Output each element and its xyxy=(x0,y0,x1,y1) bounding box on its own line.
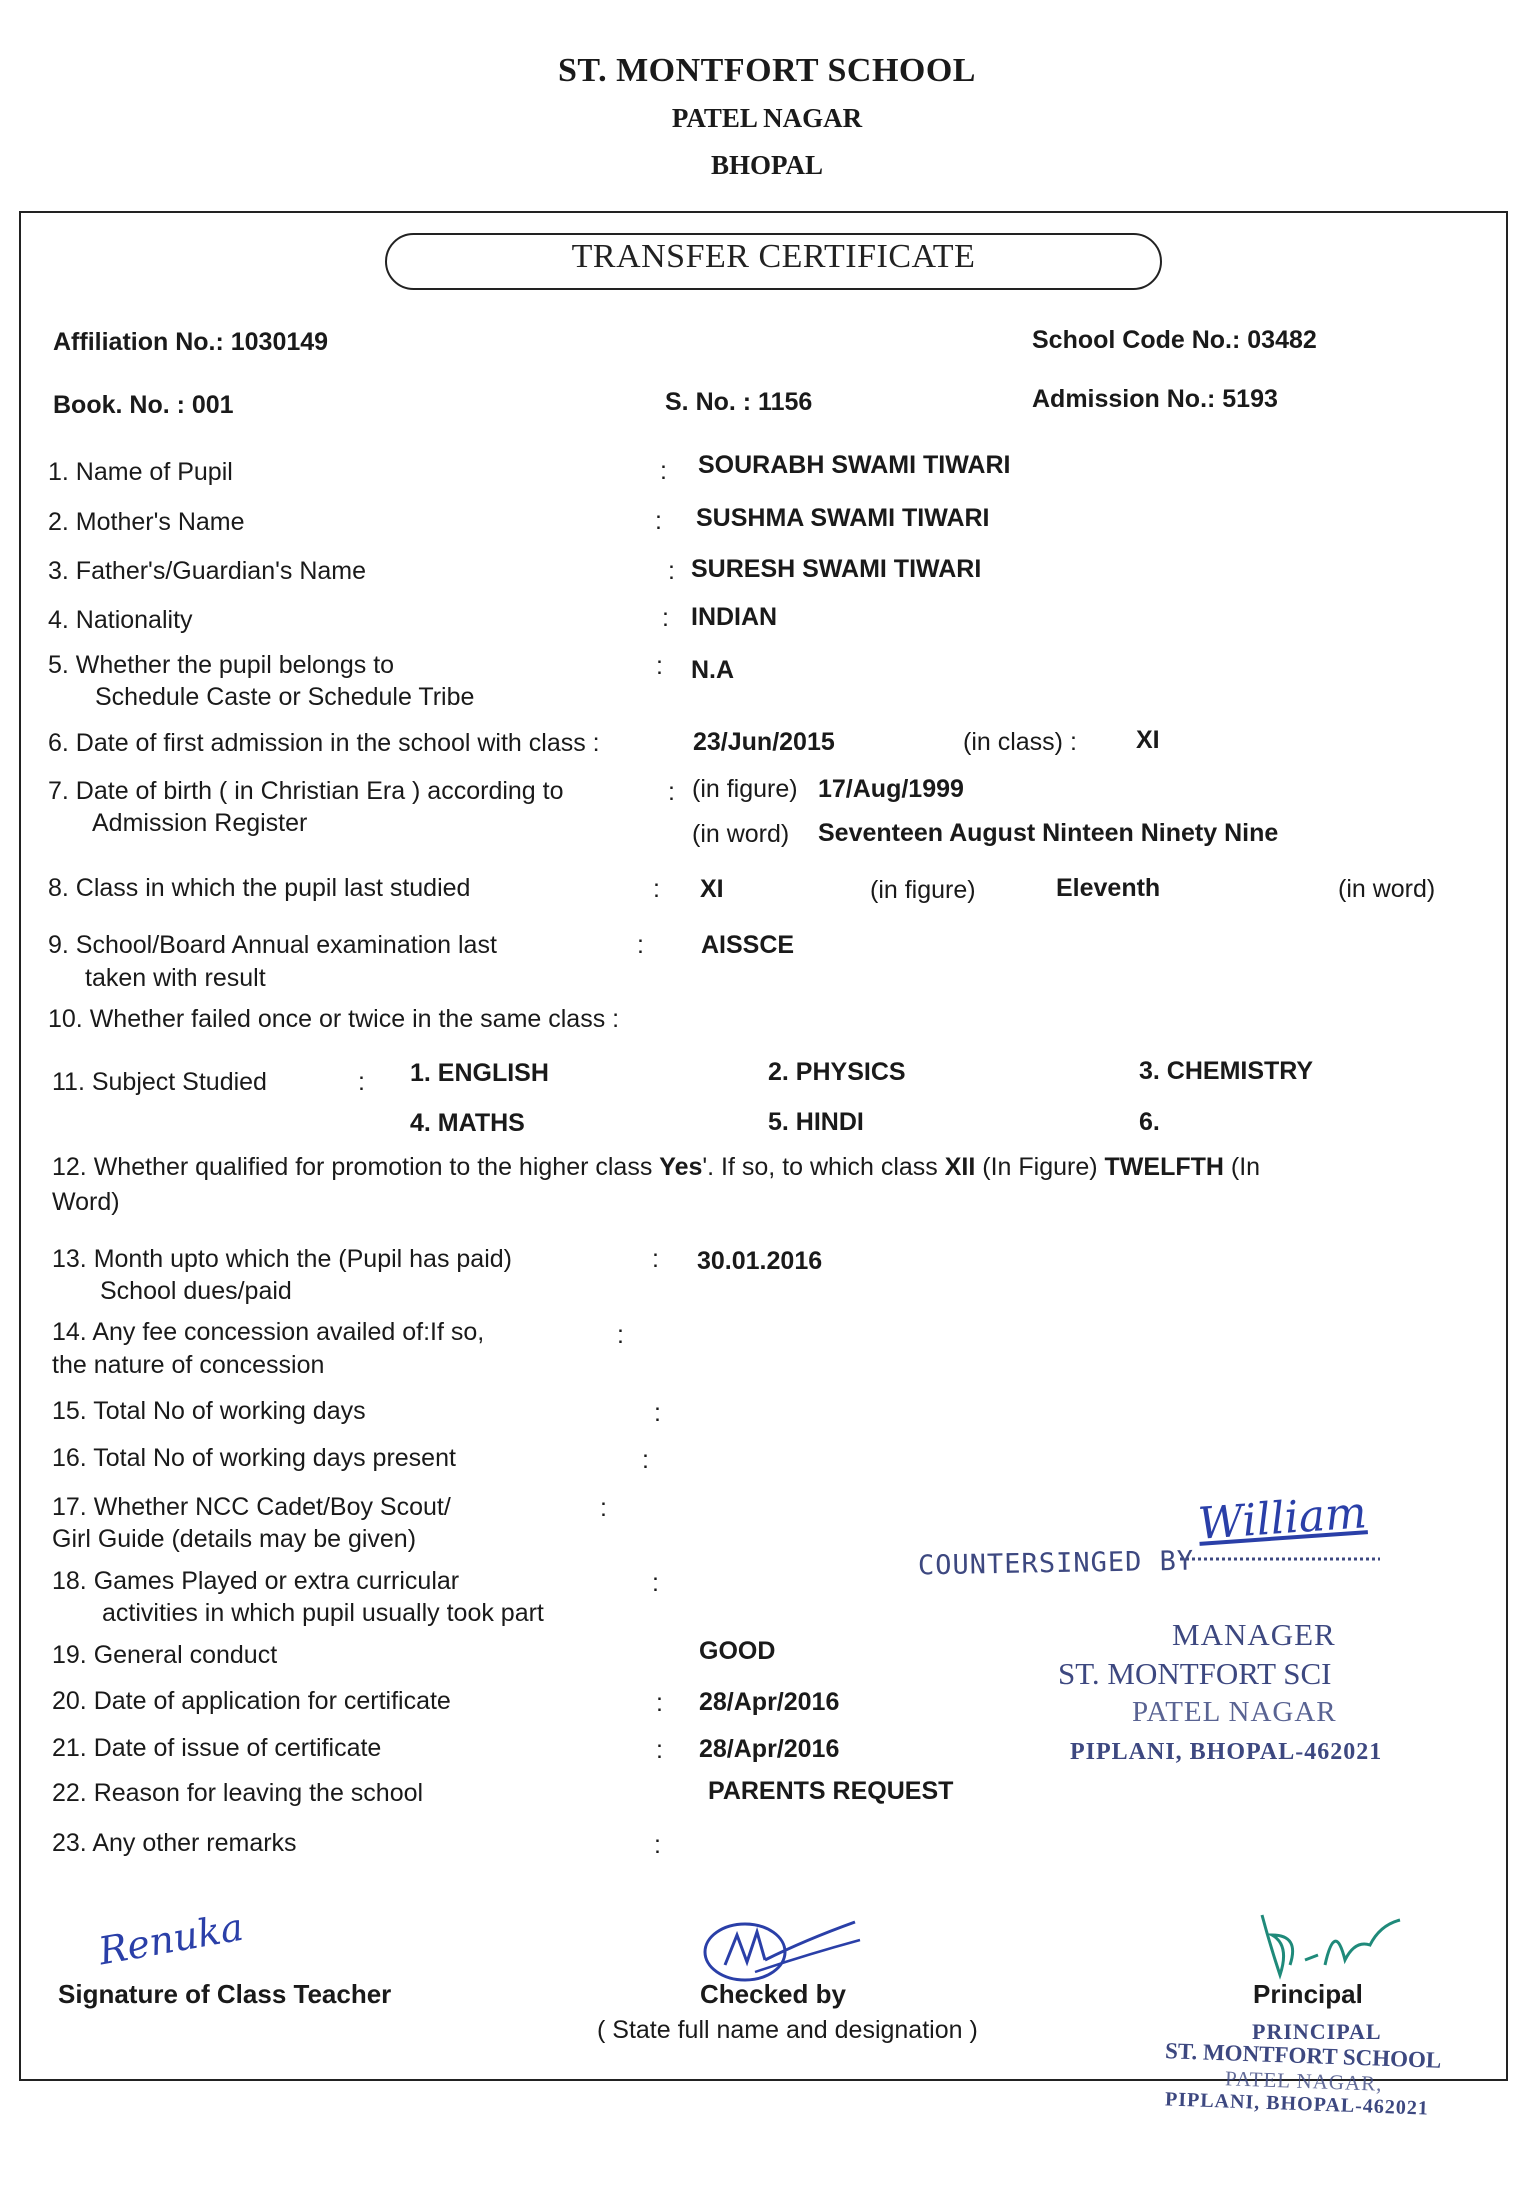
checked-by-note: ( State full name and designation ) xyxy=(597,2016,978,2044)
item-23-colon: : xyxy=(654,1831,661,1859)
principal-stamp-title: PRINCIPAL xyxy=(1252,2019,1382,2044)
item-18-label-cont: activities in which pupil usually took part xyxy=(102,1599,544,1627)
item-22-value: PARENTS REQUEST xyxy=(708,1777,954,1805)
school-city: BHOPAL xyxy=(710,150,823,180)
affiliation-no: Affiliation No.: 1030149 xyxy=(53,328,329,356)
item-17-label: 17. Whether NCC Cadet/Boy Scout/ xyxy=(52,1493,451,1521)
item-21-colon: : xyxy=(656,1736,663,1764)
subject-2: 2. PHYSICS xyxy=(768,1058,906,1086)
certificate-title: TRANSFER CERTIFICATE xyxy=(571,238,976,275)
item-21-value: 28/Apr/2016 xyxy=(699,1735,840,1763)
item-12-word: TWELFTH xyxy=(1104,1153,1224,1181)
item-2-colon: : xyxy=(655,507,662,535)
manager-signature: William xyxy=(1196,1487,1369,1550)
item-2-value: SUSHMA SWAMI TIWARI xyxy=(696,504,990,532)
item-9-colon: : xyxy=(637,931,644,959)
item-7-figure-label: (in figure) xyxy=(692,775,798,803)
manager-stamp-city: PATEL NAGAR xyxy=(1132,1696,1337,1728)
school-location: PATEL NAGAR xyxy=(671,103,863,133)
item-12-mid: '. If so, to which class xyxy=(702,1153,945,1181)
item-8-figure-label: (in figure) xyxy=(870,876,976,904)
item-5-colon: : xyxy=(656,652,663,680)
item-12-fig: (In Figure) xyxy=(975,1153,1105,1181)
item-22-label: 22. Reason for leaving the school xyxy=(52,1779,424,1807)
teacher-signature: Renuka xyxy=(95,1904,247,1974)
item-5-label-cont: Schedule Caste or Schedule Tribe xyxy=(95,683,475,711)
item-10-label: 10. Whether failed once or twice in the same class : xyxy=(48,1005,620,1033)
item-7-label: 7. Date of birth ( in Christian Era ) according to xyxy=(48,777,564,805)
item-20-colon: : xyxy=(656,1689,663,1717)
subject-6: 6. xyxy=(1139,1108,1160,1136)
item-7-colon: : xyxy=(668,778,675,806)
item-18-label: 18. Games Played or extra curricular xyxy=(52,1567,460,1595)
item-8-value: XI xyxy=(700,875,724,903)
item-12-yes: Yes xyxy=(659,1153,703,1181)
item-1-value: SOURABH SWAMI TIWARI xyxy=(698,451,1011,479)
item-14-colon: : xyxy=(617,1321,624,1349)
item-15-colon: : xyxy=(654,1399,661,1427)
book-no: Book. No. : 001 xyxy=(53,391,234,419)
item-18-colon: : xyxy=(652,1569,659,1597)
checked-by-label: Checked by xyxy=(700,1979,846,2009)
item-17-colon: : xyxy=(600,1494,607,1522)
item-13-value: 30.01.2016 xyxy=(697,1247,823,1275)
item-2-label: 2. Mother's Name xyxy=(48,508,245,536)
school-code-no: School Code No.: 03482 xyxy=(1032,326,1317,354)
item-16-label: 16. Total No of working days present xyxy=(52,1444,456,1472)
item-21-label: 21. Date of issue of certificate xyxy=(52,1734,382,1762)
item-8-colon: : xyxy=(653,875,660,903)
principal-stamp-city: PATEL NAGAR, xyxy=(1224,2066,1383,2096)
checker-signature xyxy=(695,1910,875,1990)
item-12-text-cont: Word) xyxy=(52,1188,120,1216)
item-4-colon: : xyxy=(662,604,669,632)
item-3-value: SURESH SWAMI TIWARI xyxy=(691,555,982,583)
item-23-label: 23. Any other remarks xyxy=(52,1829,297,1857)
class-teacher-label: Signature of Class Teacher xyxy=(58,1979,392,2009)
item-14-label-cont: the nature of concession xyxy=(52,1351,325,1379)
item-3-label: 3. Father's/Guardian's Name xyxy=(48,557,367,585)
item-7-figure-value: 17/Aug/1999 xyxy=(818,775,964,803)
principal-label: Principal xyxy=(1253,1979,1363,2009)
item-9-label: 9. School/Board Annual examination last xyxy=(48,931,497,959)
item-15-label: 15. Total No of working days xyxy=(52,1397,366,1425)
item-14-label: 14. Any fee concession availed of:If so, xyxy=(52,1318,485,1346)
manager-stamp-address: PIPLANI, BHOPAL-462021 xyxy=(1070,1739,1383,1765)
item-3-colon: : xyxy=(668,557,675,585)
principal-stamp-address: PIPLANI, BHOPAL-462021 xyxy=(1164,2088,1430,2120)
item-5-label: 5. Whether the pupil belongs to xyxy=(48,651,395,679)
subject-3: 3. CHEMISTRY xyxy=(1139,1057,1314,1085)
item-7-word-value: Seventeen August Ninteen Ninety Nine xyxy=(818,819,1279,847)
serial-no: S. No. : 1156 xyxy=(665,388,813,416)
principal-stamp-school: ST. MONTFORT SCHOOL xyxy=(1164,2038,1442,2073)
item-1-label: 1. Name of Pupil xyxy=(48,458,233,486)
admission-no: Admission No.: 5193 xyxy=(1032,385,1278,413)
item-12-post: (In xyxy=(1223,1153,1261,1181)
item-13-label-cont: School dues/paid xyxy=(100,1277,292,1305)
item-12-text xyxy=(52,1153,1260,1182)
item-6-class-label: (in class) : xyxy=(963,728,1077,756)
item-7-label-cont: Admission Register xyxy=(92,809,308,837)
subject-4: 4. MATHS xyxy=(410,1109,525,1137)
item-4-label: 4. Nationality xyxy=(48,606,193,634)
item-5-value: N.A xyxy=(691,656,735,684)
manager-stamp-title: MANAGER xyxy=(1172,1617,1336,1652)
item-11-label: 11. Subject Studied xyxy=(52,1068,267,1096)
item-13-label: 13. Month upto which the (Pupil has paid) xyxy=(52,1245,512,1273)
item-17-label-cont: Girl Guide (details may be given) xyxy=(52,1525,417,1553)
item-11-colon: : xyxy=(358,1068,365,1096)
item-19-label: 19. General conduct xyxy=(52,1641,278,1669)
item-16-colon: : xyxy=(642,1446,649,1474)
subject-5: 5. HINDI xyxy=(768,1108,864,1136)
item-9-label-cont: taken with result xyxy=(85,964,266,992)
item-6-value: 23/Jun/2015 xyxy=(693,728,835,756)
principal-signature xyxy=(1250,1905,1410,1985)
item-13-colon: : xyxy=(652,1245,659,1273)
item-20-value: 28/Apr/2016 xyxy=(699,1688,840,1716)
item-9-value: AISSCE xyxy=(701,931,795,959)
item-4-value: INDIAN xyxy=(691,603,778,631)
item-6-label: 6. Date of first admission in the school with class : xyxy=(48,729,600,757)
item-7-word-label: (in word) xyxy=(692,820,790,848)
manager-stamp-school: ST. MONTFORT SCI xyxy=(1058,1656,1332,1691)
item-8-word-value: Eleventh xyxy=(1056,874,1161,902)
item-6-class-value: XI xyxy=(1136,726,1160,754)
countersigned-dots xyxy=(1180,1554,1380,1564)
item-12-pre: 12. Whether qualified for promotion to the higher class xyxy=(52,1153,660,1181)
item-8-label: 8. Class in which the pupil last studied xyxy=(48,874,471,902)
countersigned-stamp: COUNTERSINGED BY xyxy=(917,1545,1195,1582)
school-name: ST. MONTFORT SCHOOL xyxy=(558,52,976,89)
subject-1: 1. ENGLISH xyxy=(410,1059,549,1087)
item-8-word-label: (in word) xyxy=(1338,875,1436,903)
item-1-colon: : xyxy=(660,457,667,485)
item-20-label: 20. Date of application for certificate xyxy=(52,1687,451,1715)
item-19-value: GOOD xyxy=(699,1637,776,1665)
item-12-class: XII xyxy=(944,1153,976,1181)
